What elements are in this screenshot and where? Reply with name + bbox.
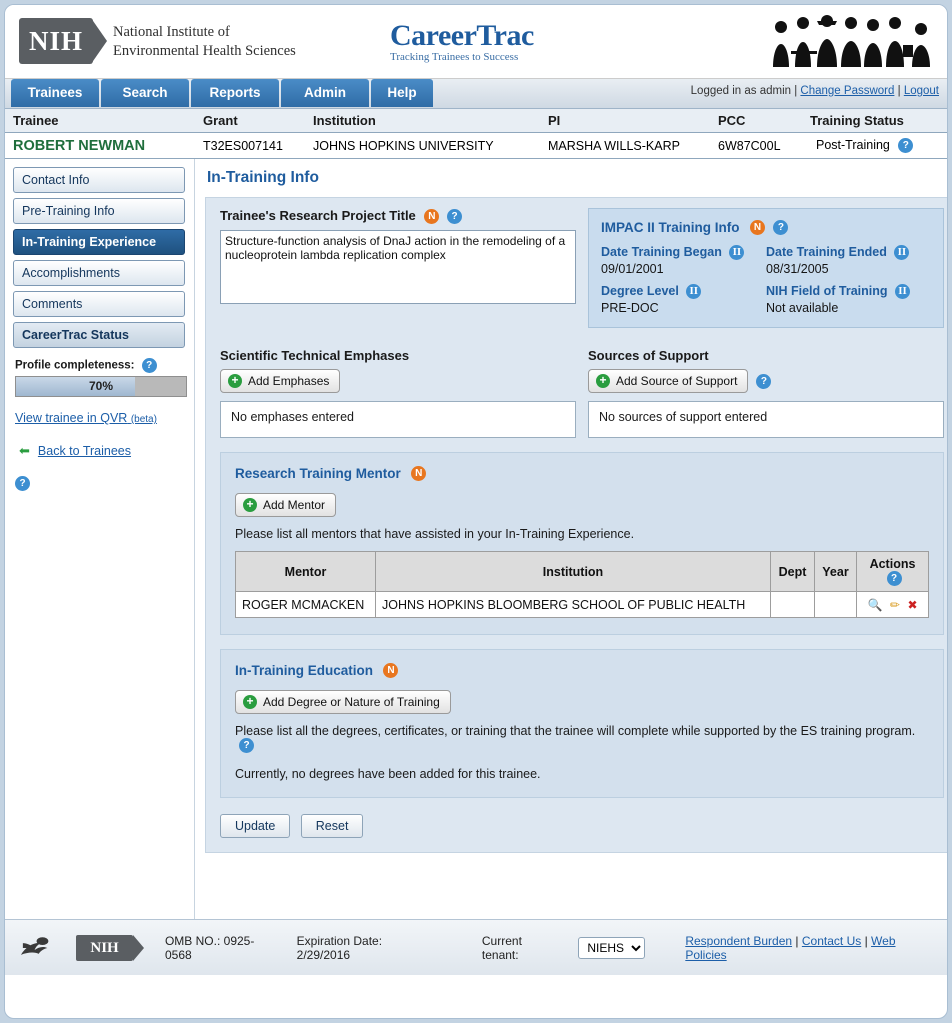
brand-subtitle: Tracking Trainees to Success	[390, 51, 519, 63]
project-title-input[interactable]	[220, 230, 576, 304]
impac-value-nih-field: Not available	[766, 301, 839, 316]
trainee-pcc: 6W87C00L	[710, 133, 802, 159]
sidebar-item-pre-training-info[interactable]: Pre-Training Info	[13, 198, 185, 224]
impac-field-date-ended	[766, 245, 931, 276]
mentor-cell-name: ROGER MCMACKEN	[236, 592, 376, 618]
mentor-col-institution: Institution	[376, 552, 771, 592]
in-training-education-card	[220, 649, 944, 798]
plus-icon: +	[243, 695, 257, 709]
delete-icon[interactable]: ✖	[907, 597, 918, 612]
help-icon[interactable]: ?	[447, 209, 462, 224]
trainee-summary-table	[5, 109, 947, 159]
summary-header-trainee: Trainee	[5, 109, 195, 133]
trainee-pi: MARSHA WILLS-KARP	[540, 133, 710, 159]
sidebar-item-in-training-experience[interactable]: In-Training Experience	[13, 229, 185, 255]
impac-field-degree-level	[601, 284, 766, 315]
emphases-heading: Scientific Technical Emphases	[220, 348, 410, 363]
add-source-of-support-label: Add Source of Support	[616, 374, 738, 388]
support-empty-message: No sources of support entered	[588, 401, 944, 438]
impac-label-text: Date Training Began	[601, 245, 722, 259]
page-title: In-Training Info	[207, 169, 319, 186]
institute-line-1: National Institute of	[113, 24, 230, 40]
back-to-trainees-label: Back to Trainees	[37, 444, 132, 458]
site-header	[5, 5, 947, 79]
impac-title: IMPAC II Training Info	[601, 220, 740, 235]
sidebar-item-accomplishments[interactable]: Accomplishments	[13, 260, 185, 286]
respondent-burden-link[interactable]: Respondent Burden	[685, 933, 793, 948]
view-icon[interactable]: 🔍	[867, 597, 883, 612]
summary-header-row	[5, 109, 947, 133]
mentor-cell-institution: JOHNS HOPKINS BLOOMBERG SCHOOL OF PUBLIC HEALTH	[376, 592, 771, 618]
impac-label-date-began	[601, 245, 766, 260]
back-to-trainees-link[interactable]	[19, 443, 186, 459]
add-degree-button[interactable]	[235, 690, 451, 714]
main-content	[195, 159, 948, 919]
impac-label-text: Date Training Ended	[766, 245, 887, 259]
mentor-heading: Research Training Mentor	[235, 466, 401, 481]
support-block	[588, 348, 944, 438]
web-policies-link[interactable]: Web Policies	[685, 933, 896, 962]
profile-progress-value: 70%	[88, 379, 114, 393]
nav-tab-list	[11, 79, 435, 107]
qvr-beta-label: (beta)	[130, 414, 157, 425]
impac-field-date-began	[601, 245, 766, 276]
impac-training-info-box	[588, 208, 944, 328]
project-and-impac-row	[220, 208, 944, 334]
new-icon: N	[750, 220, 765, 235]
add-emphases-label: Add Emphases	[248, 374, 330, 388]
education-empty-message: Currently, no degrees have been added for this trainee.	[235, 767, 541, 782]
education-heading: In-Training Education	[235, 663, 373, 679]
mentor-col-actions-label: Actions	[869, 557, 916, 571]
research-training-mentor-card	[220, 452, 944, 635]
brand	[390, 19, 534, 63]
new-icon: N	[411, 466, 426, 481]
emphases-empty-message: No emphases entered	[220, 401, 576, 438]
omb-number: OMB NO.: 0925-0568	[164, 933, 255, 962]
trainee-institution: JOHNS HOPKINS UNIVERSITY	[305, 133, 540, 159]
help-icon[interactable]: ?	[15, 476, 30, 491]
sidebar	[5, 159, 195, 919]
view-trainee-in-qvr-link[interactable]	[15, 411, 186, 425]
institute-name	[113, 23, 296, 61]
mentor-col-actions	[857, 552, 929, 592]
contact-us-link[interactable]: Contact Us	[801, 933, 862, 948]
impac-label-text: Degree Level	[601, 284, 679, 299]
trainee-name: ROBERT NEWMAN	[5, 133, 195, 159]
help-icon[interactable]: ?	[887, 571, 902, 586]
summary-header-grant: Grant	[195, 109, 305, 133]
impac-row-dates	[601, 245, 931, 276]
nih-footer-logo: NIH	[76, 935, 133, 961]
mentor-cell-actions	[857, 592, 929, 618]
profile-completeness-label	[15, 358, 186, 373]
training-status-value: Post-Training	[816, 137, 890, 152]
tab-reports[interactable]: Reports	[191, 79, 279, 107]
profile-progress-bar	[15, 376, 187, 397]
add-mentor-label: Add Mentor	[263, 498, 326, 512]
update-button[interactable]: Update	[220, 814, 290, 838]
change-password-link[interactable]: Change Password	[800, 85, 895, 97]
impac-value-date-began: 09/01/2001	[601, 262, 664, 277]
logged-in-label: Logged in as admin |	[690, 85, 798, 97]
back-arrow-icon: ⬅	[19, 443, 30, 458]
add-emphases-button[interactable]	[220, 369, 340, 393]
footer-separator-2: |	[864, 933, 868, 948]
support-heading: Sources of Support	[588, 348, 709, 363]
mentor-instructions: Please list all mentors that have assisted in your In-Training Experience.	[235, 527, 635, 541]
mentor-cell-dept	[771, 592, 815, 618]
impac-ii-icon[interactable]: II	[894, 245, 909, 260]
impac-value-degree-level: PRE-DOC	[601, 301, 659, 316]
qvr-link-text: View trainee in QVR	[15, 411, 128, 425]
mentor-table-header-row	[236, 552, 929, 592]
footer-separator-1: |	[795, 933, 799, 948]
nih-logo: NIH	[19, 18, 93, 64]
impac-label-text: NIH Field of Training	[766, 284, 888, 299]
education-instructions	[235, 724, 929, 753]
plus-icon: +	[596, 374, 610, 388]
impac-value-date-ended: 08/31/2005	[766, 262, 829, 277]
mentor-col-year: Year	[815, 552, 857, 592]
summary-header-training-status: Training Status	[802, 109, 947, 133]
summary-header-institution: Institution	[305, 109, 540, 133]
login-info	[691, 85, 939, 97]
body-wrapper	[5, 159, 947, 919]
add-source-of-support-button[interactable]	[588, 369, 748, 393]
help-icon[interactable]: ?	[773, 220, 788, 235]
impac-label-date-ended	[766, 245, 931, 260]
help-icon[interactable]: ?	[239, 738, 254, 753]
brand-title: CareerTrac	[390, 19, 534, 52]
help-icon[interactable]: ?	[756, 374, 771, 389]
tenant-select[interactable]	[578, 937, 645, 959]
tab-admin[interactable]: Admin	[281, 79, 369, 107]
logout-link[interactable]: Logout	[903, 85, 939, 97]
app-window	[4, 4, 948, 1019]
main-navigation	[5, 79, 947, 109]
summary-header-pcc: PCC	[710, 109, 802, 133]
expiration-date: Expiration Date: 2/29/2016	[296, 933, 383, 962]
mentor-col-dept: Dept	[771, 552, 815, 592]
impac-ii-icon[interactable]: II	[895, 284, 910, 299]
impac-ii-icon[interactable]: II	[729, 245, 744, 260]
tab-trainees[interactable]: Trainees	[11, 79, 99, 107]
impac-field-nih-field	[766, 284, 931, 315]
mentor-header	[235, 465, 929, 483]
trainee-grant: T32ES007141	[195, 133, 305, 159]
emphases-block	[220, 348, 576, 438]
tab-search[interactable]: Search	[101, 79, 189, 107]
nih-arrow-icon	[91, 18, 107, 64]
add-degree-label: Add Degree or Nature of Training	[263, 695, 440, 710]
plus-icon: +	[243, 498, 257, 512]
mentor-col-mentor: Mentor	[236, 552, 376, 592]
mentor-cell-year	[815, 592, 857, 618]
help-icon[interactable]: ?	[142, 358, 157, 373]
in-training-panel	[205, 197, 948, 853]
summary-data-row	[5, 133, 947, 159]
people-silhouette-art	[767, 11, 937, 73]
impac-ii-icon[interactable]: II	[686, 284, 701, 299]
emphases-support-row	[220, 348, 944, 438]
profile-completeness-text: Profile completeness:	[15, 359, 135, 372]
tab-help[interactable]: Help	[371, 79, 433, 107]
tenant-label: Current tenant:	[481, 933, 522, 962]
hhs-eagle-logo	[17, 931, 58, 965]
impac-row-degree	[601, 284, 931, 315]
impac-header	[601, 219, 931, 237]
project-title-text: Trainee's Research Project Title	[220, 208, 416, 223]
new-icon: N	[383, 663, 398, 678]
plus-icon: +	[228, 374, 242, 388]
summary-header-pi: PI	[540, 109, 710, 133]
add-mentor-button[interactable]	[235, 493, 336, 517]
edit-icon[interactable]: ✏	[889, 597, 900, 612]
reset-button[interactable]: Reset	[301, 814, 364, 838]
sidebar-item-contact-info[interactable]: Contact Info	[13, 167, 185, 193]
trainee-training-status	[802, 133, 947, 159]
new-icon: N	[424, 209, 439, 224]
table-row	[236, 592, 929, 618]
sidebar-item-careertrac-status[interactable]: CareerTrac Status	[13, 322, 185, 348]
impac-label-nih-field	[766, 284, 931, 299]
sidebar-item-comments[interactable]: Comments	[13, 291, 185, 317]
nav-separator: |	[897, 85, 901, 97]
impac-label-degree-level	[601, 284, 766, 299]
help-icon[interactable]: ?	[898, 138, 913, 153]
institute-line-2: Environmental Health Sciences	[113, 43, 296, 59]
site-footer	[5, 919, 947, 975]
education-header	[235, 662, 929, 680]
form-actions	[220, 814, 944, 838]
education-instructions-text: Please list all the degrees, certificates, or training that the trainee will complete while supported by the ES training program.	[235, 724, 916, 739]
mentor-table	[235, 551, 929, 618]
